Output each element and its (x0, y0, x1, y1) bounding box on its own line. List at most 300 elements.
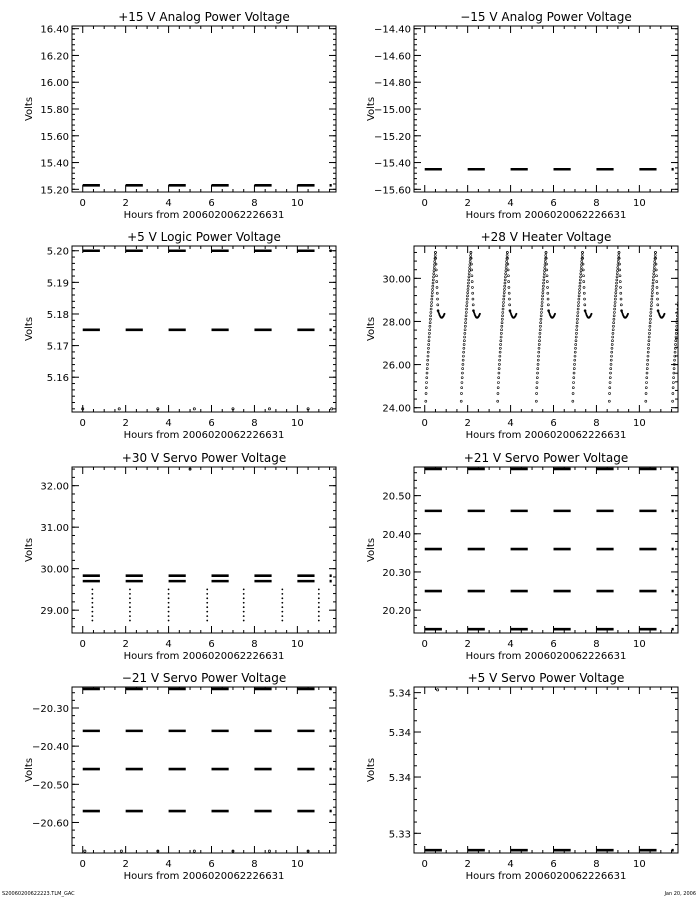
data-point (620, 292, 622, 294)
y-tick-label: 15.80 (40, 105, 69, 116)
data-point (620, 298, 622, 300)
y-tick-label: −14.60 (373, 51, 411, 63)
y-axis-label: Volts (366, 757, 377, 783)
y-tick-label: 26.00 (382, 360, 411, 372)
data-point (432, 288, 434, 290)
data-point (682, 263, 684, 265)
data-point (647, 347, 649, 349)
data-point (672, 387, 674, 389)
data-point (679, 282, 681, 284)
data-point (655, 269, 657, 271)
data-point (688, 316, 690, 318)
data-point (685, 313, 687, 315)
data-point (612, 325, 614, 327)
data-point (206, 606, 208, 608)
y-tick-label: −15.40 (373, 158, 411, 170)
data-point (129, 589, 131, 591)
y-tick-label: 5.33 (388, 829, 411, 841)
data-point (471, 281, 473, 283)
data-point (434, 254, 436, 256)
data-point (508, 281, 510, 283)
x-tick-label: 6 (550, 418, 557, 429)
y-tick-label: −20.60 (31, 818, 69, 830)
data-point (243, 597, 245, 599)
data-point (461, 372, 463, 374)
data-point (466, 305, 468, 307)
data-point (464, 332, 466, 334)
data-point (612, 336, 614, 338)
data-point (168, 597, 170, 599)
data-point (681, 251, 683, 253)
data-point (467, 292, 469, 294)
data-point (466, 301, 468, 303)
chart-title: −21 V Servo Power Voltage (121, 671, 287, 685)
data-point (650, 308, 652, 310)
data-point (581, 254, 583, 256)
x-axis-label: Hours from 2006020062226631 (123, 651, 285, 662)
data-point (429, 329, 431, 331)
data-point (675, 336, 677, 338)
data-point (657, 298, 659, 300)
data-point (579, 279, 581, 281)
data-point (500, 336, 502, 338)
data-point (627, 313, 629, 315)
data-point (646, 368, 648, 370)
data-point (584, 298, 586, 300)
data-point (683, 292, 685, 294)
data-point (466, 295, 468, 297)
data-point (647, 359, 649, 361)
data-point (538, 351, 540, 353)
data-point (580, 270, 582, 272)
data-point (243, 611, 245, 613)
data-point (572, 392, 574, 394)
data-point (507, 263, 509, 265)
y-tick-label: 5.34 (388, 773, 411, 785)
data-point (501, 318, 503, 320)
data-point (498, 368, 500, 370)
data-point (610, 355, 612, 357)
data-point (539, 332, 541, 334)
data-point (645, 387, 647, 389)
data-point (427, 347, 429, 349)
data-point (616, 273, 618, 275)
data-point (538, 347, 540, 349)
data-point (437, 298, 439, 300)
y-tick-label: 32.00 (40, 481, 69, 493)
data-point (503, 295, 505, 297)
data-point (463, 340, 465, 342)
data-point (206, 593, 208, 595)
chart-panel-8 (366, 671, 678, 882)
data-point (680, 270, 682, 272)
data-point (541, 298, 543, 300)
data-point (500, 343, 502, 345)
data-point (504, 282, 506, 284)
data-point (618, 263, 620, 265)
data-point (463, 343, 465, 345)
data-point (427, 355, 429, 357)
data-point (506, 251, 508, 253)
data-point (464, 329, 466, 331)
data-point (683, 286, 685, 288)
data-point (507, 275, 509, 277)
data-point (690, 313, 692, 315)
data-point (576, 325, 578, 327)
data-point (168, 611, 170, 613)
data-point (540, 322, 542, 324)
data-point (543, 282, 545, 284)
data-point (682, 275, 684, 277)
data-point (648, 340, 650, 342)
footer-filename: S20060200622223.TLM_GAC (2, 891, 75, 897)
y-axis-label: Volts (24, 537, 35, 563)
data-point (469, 267, 471, 269)
data-point (536, 381, 538, 383)
data-point (575, 336, 577, 338)
data-point (535, 400, 537, 402)
data-point (645, 392, 647, 394)
data-point (428, 340, 430, 342)
data-point (425, 392, 427, 394)
x-tick-label: 10 (632, 859, 646, 870)
data-point (612, 329, 614, 331)
data-point (656, 286, 658, 288)
data-point (461, 387, 463, 389)
data-point (647, 355, 649, 357)
data-point (471, 286, 473, 288)
chart-title: +21 V Servo Power Voltage (463, 451, 629, 465)
x-tick-label: 6 (550, 639, 557, 650)
y-axis-label: Volts (24, 316, 35, 342)
data-point (546, 281, 548, 283)
data-point (618, 251, 620, 253)
data-point (429, 325, 431, 327)
data-point (538, 343, 540, 345)
x-axis-label: Hours from 2006020062226631 (465, 871, 627, 882)
data-point (433, 270, 435, 272)
data-point (206, 611, 208, 613)
data-point (684, 304, 686, 306)
data-point (462, 368, 464, 370)
data-point (580, 273, 582, 275)
data-point (542, 295, 544, 297)
data-point (505, 273, 507, 275)
data-point (91, 611, 93, 613)
plot-frame (72, 246, 336, 412)
data-point (206, 597, 208, 599)
y-tick-label: 5.20 (46, 246, 69, 258)
data-point (648, 343, 650, 345)
chart-panel-7 (24, 671, 336, 882)
data-point (466, 298, 468, 300)
x-tick-label: 4 (165, 418, 172, 429)
data-point (615, 295, 617, 297)
data-point (168, 620, 170, 622)
data-point (318, 602, 320, 604)
data-point (683, 298, 685, 300)
data-point (672, 381, 674, 383)
y-tick-label: 28.00 (382, 317, 411, 329)
data-point (470, 251, 472, 253)
x-tick-label: 2 (122, 639, 129, 650)
x-tick-label: 8 (593, 859, 600, 870)
data-point (498, 372, 500, 374)
data-point (610, 363, 612, 365)
data-point (168, 602, 170, 604)
data-point (281, 602, 283, 604)
data-point (206, 615, 208, 617)
x-tick-label: 8 (251, 418, 258, 429)
x-tick-label: 0 (79, 198, 86, 209)
data-point (610, 368, 612, 370)
y-axis-label: Volts (366, 316, 377, 342)
data-point (206, 602, 208, 604)
data-point (688, 317, 690, 319)
x-tick-label: 8 (593, 639, 600, 650)
data-point (652, 282, 654, 284)
data-point (583, 275, 585, 277)
data-point (651, 301, 653, 303)
data-point (120, 850, 122, 852)
data-point (479, 313, 481, 315)
data-point (650, 305, 652, 307)
data-point (426, 368, 428, 370)
data-point (539, 325, 541, 327)
y-tick-label: 30.00 (40, 564, 69, 576)
data-point (460, 392, 462, 394)
data-point (576, 329, 578, 331)
data-point (583, 281, 585, 283)
data-point (168, 589, 170, 591)
x-tick-label: 2 (464, 418, 471, 429)
x-tick-label: 4 (165, 639, 172, 650)
data-point (434, 251, 436, 253)
data-point (673, 372, 675, 374)
data-point (537, 363, 539, 365)
y-axis-label: Volts (24, 96, 35, 122)
data-point (435, 269, 437, 271)
data-point (460, 400, 462, 402)
data-point (503, 301, 505, 303)
data-point (653, 270, 655, 272)
data-point (654, 260, 656, 262)
data-point (505, 270, 507, 272)
x-tick-label: 4 (165, 859, 172, 870)
data-point (687, 317, 689, 319)
x-tick-label: 4 (507, 639, 514, 650)
data-point (281, 597, 283, 599)
data-point (499, 355, 501, 357)
data-point (433, 273, 435, 275)
data-point (654, 251, 656, 253)
x-tick-label: 0 (79, 418, 86, 429)
data-point (684, 310, 686, 312)
y-tick-label: 20.40 (382, 529, 411, 541)
data-point (281, 611, 283, 613)
data-point (579, 285, 581, 287)
data-point (129, 606, 131, 608)
chart-title: +28 V Heater Voltage (480, 230, 612, 244)
data-point (611, 351, 613, 353)
data-point (679, 276, 681, 278)
data-point (653, 276, 655, 278)
y-tick-label: 5.16 (46, 373, 69, 385)
data-point (168, 606, 170, 608)
data-point (617, 260, 619, 262)
data-point (616, 279, 618, 281)
data-point (508, 292, 510, 294)
data-point (680, 273, 682, 275)
data-point (653, 273, 655, 275)
data-point (425, 400, 427, 402)
x-tick-label: 8 (593, 418, 600, 429)
data-point (648, 332, 650, 334)
data-point (544, 260, 546, 262)
data-point (466, 308, 468, 310)
data-point (536, 377, 538, 379)
data-point (502, 308, 504, 310)
data-point (426, 363, 428, 365)
data-point (318, 615, 320, 617)
data-point (615, 288, 617, 290)
data-point (84, 850, 86, 852)
data-point (426, 377, 428, 379)
data-point (467, 288, 469, 290)
x-tick-label: 0 (421, 198, 428, 209)
y-tick-label: 5.19 (46, 278, 69, 290)
data-point (612, 332, 614, 334)
y-axis-label: Volts (24, 757, 35, 783)
data-point (610, 372, 612, 374)
data-point (616, 276, 618, 278)
x-tick-label: 2 (464, 859, 471, 870)
data-point (318, 606, 320, 608)
data-point (537, 368, 539, 370)
data-point (652, 279, 654, 281)
data-point (462, 355, 464, 357)
data-point (690, 314, 692, 316)
chart-panel-1 (24, 10, 336, 221)
data-point (675, 332, 677, 334)
data-point (647, 351, 649, 353)
data-point (433, 276, 435, 278)
data-point (577, 315, 579, 317)
plot-frame (414, 26, 678, 192)
data-point (129, 615, 131, 617)
footer-date: Jan 20, 2006 (664, 891, 696, 897)
y-tick-label: −20.50 (31, 780, 69, 792)
data-point (470, 263, 472, 265)
data-point (465, 311, 467, 313)
data-point (168, 593, 170, 595)
y-tick-label: 16.00 (40, 78, 69, 90)
data-point (680, 267, 682, 269)
data-point (675, 343, 677, 345)
x-tick-label: 6 (550, 859, 557, 870)
data-point (538, 340, 540, 342)
data-point (654, 254, 656, 256)
data-point (193, 850, 195, 852)
data-point (431, 298, 433, 300)
data-point (243, 606, 245, 608)
data-point (610, 359, 612, 361)
data-point (582, 263, 584, 265)
data-point (506, 260, 508, 262)
data-point (657, 304, 659, 306)
data-point (503, 292, 505, 294)
data-point (583, 292, 585, 294)
data-point (543, 279, 545, 281)
data-point (431, 295, 433, 297)
data-point (428, 336, 430, 338)
data-point (542, 292, 544, 294)
data-point (537, 359, 539, 361)
data-point (91, 606, 93, 608)
data-point (574, 363, 576, 365)
data-point (436, 286, 438, 288)
y-tick-label: −20.40 (31, 742, 69, 754)
data-point (686, 315, 688, 317)
data-point (91, 620, 93, 622)
y-tick-label: 5.34 (388, 728, 411, 740)
y-tick-label: −20.30 (31, 703, 69, 715)
y-tick-label: 31.00 (40, 523, 69, 535)
data-point (436, 281, 438, 283)
y-tick-label: 15.60 (40, 131, 69, 143)
data-point (243, 602, 245, 604)
data-point (545, 251, 547, 253)
data-point (497, 381, 499, 383)
y-tick-label: 20.20 (382, 606, 411, 618)
data-point (649, 329, 651, 331)
y-tick-label: −14.80 (373, 78, 411, 90)
data-point (574, 351, 576, 353)
data-point (674, 351, 676, 353)
data-point (681, 254, 683, 256)
x-tick-label: 8 (251, 859, 258, 870)
data-point (650, 315, 652, 317)
chart-title: +5 V Servo Power Voltage (467, 671, 625, 685)
data-point (611, 347, 613, 349)
data-point (436, 292, 438, 294)
data-point (682, 257, 684, 259)
chart-title: +5 V Logic Power Voltage (127, 230, 281, 244)
x-axis-label: Hours from 2006020062226631 (123, 871, 285, 882)
data-point (469, 260, 471, 262)
data-point (652, 285, 654, 287)
x-tick-label: 8 (251, 198, 258, 209)
x-axis-label: Hours from 2006020062226631 (123, 430, 285, 441)
data-point (649, 318, 651, 320)
data-point (620, 286, 622, 288)
data-point (498, 363, 500, 365)
chart-title: −15 V Analog Power Voltage (460, 10, 632, 24)
data-point (674, 347, 676, 349)
data-point (678, 288, 680, 290)
chart-panel-2 (366, 10, 678, 221)
data-point (689, 315, 691, 317)
data-point (129, 620, 131, 622)
x-tick-label: 0 (79, 859, 86, 870)
data-point (427, 359, 429, 361)
data-point (580, 276, 582, 278)
chart-panel-3 (24, 230, 336, 441)
data-point (471, 275, 473, 277)
data-point (465, 318, 467, 320)
data-point (427, 351, 429, 353)
data-point (583, 286, 585, 288)
